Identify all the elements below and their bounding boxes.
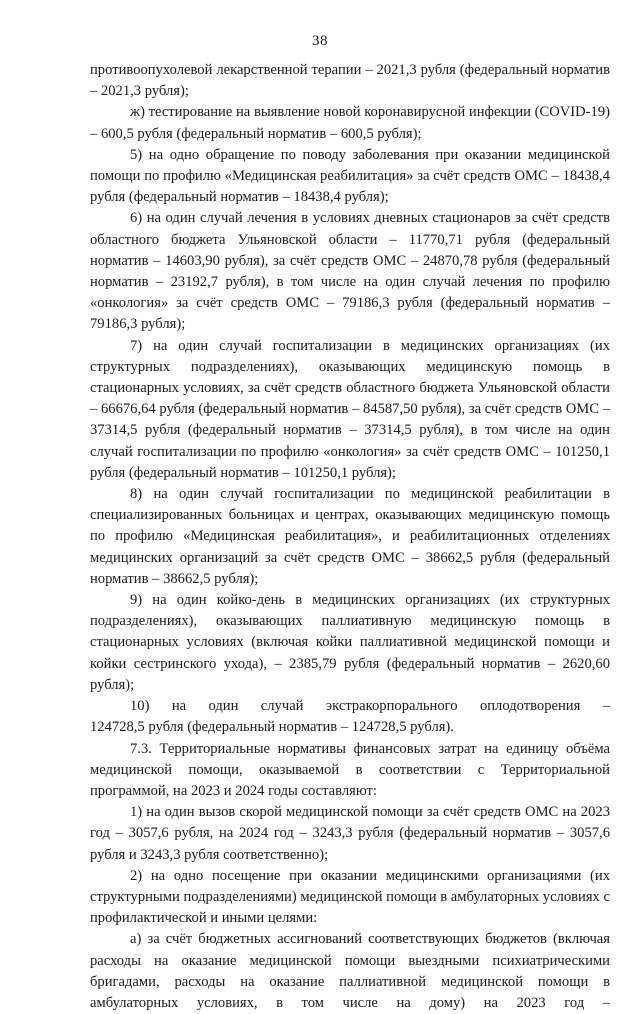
paragraph: 6) на один случай лечения в условиях дневных стационаров за счёт средств областного бюджета Ульяновской области – 11770,71 рубля (федеральный норматив – 14603,90 рубля), за счёт средств ОМС – 24870,78 рубля (федеральный норматив – 23192,7 рубля), в том числе на один случай лечения по профилю «онкология» за счёт средств ОМС – 79186,3 рубля (федеральный норматив – 79186,3 рубля); (90, 210, 610, 333)
paragraph: 1) на один вызов скорой медицинской помощи за счёт средств ОМС на 2023 год – 3057,6 рубля, на 2024 год – 3243,3 рубля (федеральный норматив – 3057,6 рубля и 3243,3 рубля соответственно); (90, 804, 610, 863)
document-body (90, 60, 610, 1014)
page-number: 38 (312, 33, 328, 49)
paragraph: противоопухолевой лекарственной терапии – 2021,3 рубля (федеральный норматив – 2021,3 рубля); (90, 62, 610, 100)
paragraph: 2) на одно посещение при оказании медицинскими организациями (их структурными подразделениями) медицинской помощи в амбулаторных условиях с профилактической и иными целями: (90, 867, 610, 927)
paragraph: а) за счёт бюджетных ассигнований соответствующих бюджетов (включая расходы на оказание медицинской помощи выездными психиатрическими бригадами, расходы на оказание паллиативной медицинской помощи в амбулаторных условиях, в том числе на дому) на 2023 год – (90, 931, 610, 1011)
paragraph: 7) на один случай госпитализации в медицинских организациях (их структурных подразделениях), оказывающих медицинскую помощь в стационарных условиях, за счёт средств областного бюджета Ульяновской области – 66676,64 рубля (федеральный норматив – 84587,50 рубля), за счёт средств ОМС – 37314,5 рубля (федеральный норматив – 37314,5 рубля), в том числе на один случай госпитализации по профилю «онкология» за счёт средств ОМС – 101250,1 рубля (федеральный норматив – 101250,1 рубля); (90, 337, 610, 481)
paragraph: 8) на один случай госпитализации по медицинской реабилитации в специализированных больницах и центрах, оказывающих медицинскую помощь по профилю «Медицинская реабилитация», и реабилитационных отделениях медицинских организаций за счёт средств ОМС – 38662,5 рубля (федеральный норматив – 38662,5 рубля); (90, 486, 610, 587)
paragraph: 124728,5 рубля (федеральный норматив – 124728,5 рубля). (90, 719, 454, 736)
paragraph: 9) на один койко-день в медицинских организациях (их структурных подразделениях), оказывающих паллиативную медицинскую помощь в стационарных условиях (включая койки паллиативной медицинской помощи и койки сестринского ухода), – 2385,79 рубля (федеральный норматив – 2620,60 рубля); (90, 592, 610, 693)
paragraph: 10) на один случай экстракорпорального оплодотворения – (130, 698, 610, 715)
paragraph: 7.3. Территориальные нормативы финансовых затрат на единицу объёма медицинской помощи, оказываемой в соответствии с Территориальной программой, на 2023 и 2024 годы составляют: (90, 740, 610, 799)
paragraph: ж) тестирование на выявление новой коронавирусной инфекции (COVID-19) – 600,5 рубля (федеральный норматив – 600,5 рубля); (90, 104, 610, 142)
paragraph: 5) на одно обращение по поводу заболевания при оказании медицинской помощи по профилю «Медицинская реабилитация» за счёт средств ОМС – 18438,4 рубля (федеральный норматив – 18438,4 рубля); (90, 146, 610, 206)
